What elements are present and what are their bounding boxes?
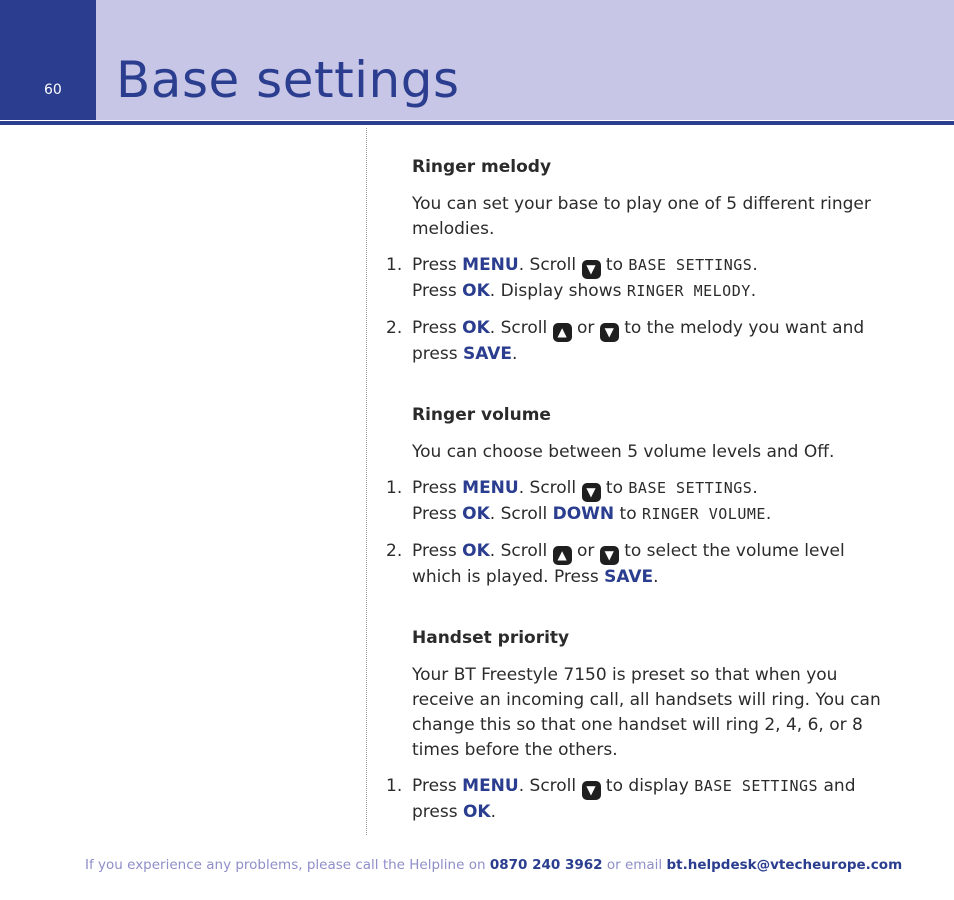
menu-key-label: MENU xyxy=(462,776,519,796)
ok-key-label: OK xyxy=(462,318,490,338)
save-key-label: SAVE xyxy=(462,344,513,364)
step-text: or xyxy=(571,318,600,338)
section-title: Ringer melody xyxy=(412,157,552,177)
ok-key-label: OK xyxy=(462,802,491,822)
page-title: Base settings xyxy=(116,51,460,109)
step-text: . xyxy=(653,567,659,587)
step-number: 1. xyxy=(386,255,403,275)
step-number: 1. xyxy=(386,776,403,796)
step-item xyxy=(386,253,882,304)
step-text: . xyxy=(750,281,757,301)
step-text: . Scroll xyxy=(489,504,553,524)
step-list xyxy=(386,476,882,590)
ok-key-label: OK xyxy=(462,281,490,301)
step-text: . xyxy=(765,504,772,524)
main-content xyxy=(386,155,882,837)
step-number: 2. xyxy=(386,541,403,561)
display-text: RINGER VOLUME xyxy=(642,505,766,523)
column-divider xyxy=(366,128,367,835)
section-ringer-melody xyxy=(386,155,882,367)
page-number-tab xyxy=(0,0,96,120)
footer-text: If you experience any problems, please call the Helpline on xyxy=(85,857,490,873)
menu-key-label: MENU xyxy=(462,478,519,498)
section-handset-priority xyxy=(386,626,882,825)
step-text: Press xyxy=(412,255,463,275)
header-rule xyxy=(0,121,954,125)
page-number: 60 xyxy=(44,82,62,98)
step-item xyxy=(386,476,882,527)
step-text: to xyxy=(600,478,629,498)
step-text: . xyxy=(752,255,758,275)
section-ringer-volume xyxy=(386,403,882,590)
step-text: Press xyxy=(412,478,463,498)
scroll-down-icon: ▼ xyxy=(600,323,619,342)
step-text: . Scroll xyxy=(518,478,582,498)
step-text: Press xyxy=(412,776,463,796)
step-number: 2. xyxy=(386,318,403,338)
ok-key-label: OK xyxy=(462,504,490,524)
step-item xyxy=(386,774,882,825)
scroll-down-icon: ▼ xyxy=(600,546,619,565)
step-text: . Scroll xyxy=(489,541,553,561)
step-item xyxy=(386,316,882,367)
step-text: Press xyxy=(412,318,463,338)
step-list xyxy=(386,253,882,367)
scroll-down-icon: ▼ xyxy=(582,781,601,800)
step-text: Press xyxy=(412,541,463,561)
step-list xyxy=(386,774,882,825)
section-intro: You can choose between 5 volume levels and Off. xyxy=(412,442,835,462)
display-text: BASE SETTINGS xyxy=(694,777,819,795)
section-intro: You can set your base to play one of 5 different ringer melodies. xyxy=(412,194,871,239)
step-text: . Scroll xyxy=(518,255,582,275)
section-intro: Your BT Freestyle 7150 is preset so that when you receive an incoming call, all handsets will ring. You can change this so that one handset will ring 2, 4, 6, or 8 times before the others. xyxy=(412,665,881,760)
step-text: . Display shows xyxy=(489,281,627,301)
step-text: Press xyxy=(412,281,463,301)
step-text: to xyxy=(600,255,629,275)
ok-key-label: OK xyxy=(462,541,490,561)
step-item xyxy=(386,539,882,590)
scroll-down-icon: ▼ xyxy=(582,260,601,279)
section-title: Ringer volume xyxy=(412,405,551,425)
display-text: BASE SETTINGS xyxy=(628,479,753,497)
display-text: BASE SETTINGS xyxy=(628,256,753,274)
step-text: to select the volume level which is played. Press xyxy=(412,541,845,587)
section-spacer xyxy=(412,602,882,626)
helpline-phone: 0870 240 3962 xyxy=(489,857,603,873)
step-text: . Scroll xyxy=(518,776,582,796)
step-text: to display xyxy=(600,776,695,796)
down-key-label: DOWN xyxy=(552,504,615,524)
scroll-up-icon: ▲ xyxy=(553,323,572,342)
display-text: RINGER MELODY xyxy=(626,282,751,300)
step-text: . xyxy=(490,802,497,822)
helpline-footer xyxy=(85,857,902,873)
scroll-down-icon: ▼ xyxy=(582,483,601,502)
menu-key-label: MENU xyxy=(462,255,519,275)
step-text: or xyxy=(571,541,600,561)
scroll-up-icon: ▲ xyxy=(553,546,572,565)
save-key-label: SAVE xyxy=(604,567,654,587)
step-text: and press xyxy=(412,776,856,822)
footer-text: or email xyxy=(602,857,667,873)
step-text: to xyxy=(614,504,643,524)
step-number: 1. xyxy=(386,478,403,498)
step-text: . xyxy=(752,478,758,498)
step-text: Press xyxy=(412,504,463,524)
step-text: to the melody you want and press xyxy=(412,318,865,364)
section-spacer xyxy=(412,379,882,403)
step-text: . xyxy=(512,344,518,364)
section-title: Handset priority xyxy=(412,628,570,648)
helpdesk-email-link[interactable]: bt.helpdesk@vtecheurope.com xyxy=(666,857,903,873)
step-text: . Scroll xyxy=(489,318,553,338)
